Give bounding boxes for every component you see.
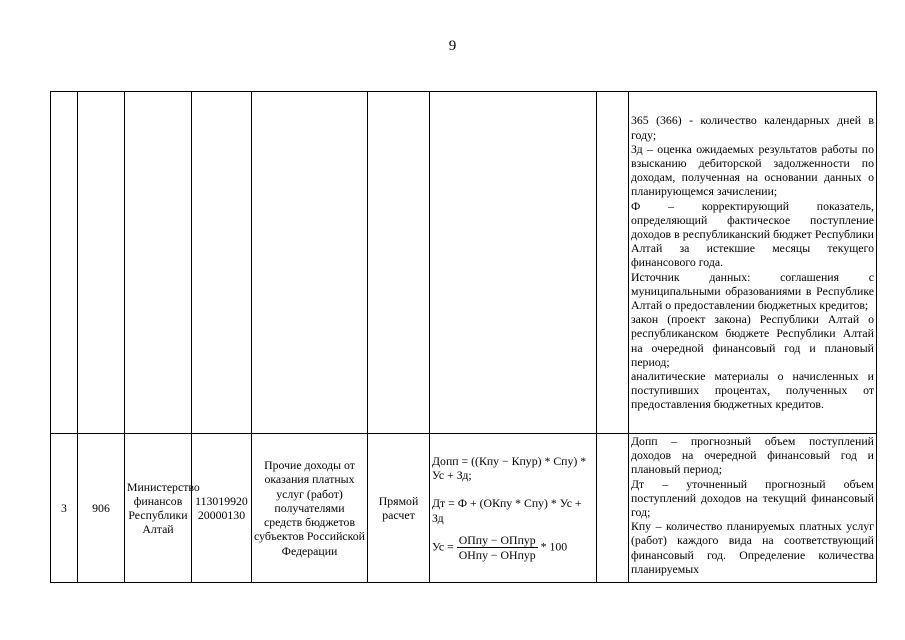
table-row xyxy=(51,92,877,434)
income-forecast-table xyxy=(50,91,877,583)
formula-dt: Дт = Ф + (ОКпу * Спу) * Ус + Зд xyxy=(432,496,582,525)
calc-method: Прямой расчет xyxy=(368,434,430,583)
cell-num xyxy=(51,92,78,434)
description-paragraph: 365 (366) - количество календарных дней в году; xyxy=(631,113,874,142)
formula-us-tail: * 100 xyxy=(540,539,568,554)
formula-cell xyxy=(430,434,597,583)
description-paragraph: Дт – уточненный прогнозный объем поступлений доходов на текущий финансовый год; xyxy=(631,476,874,520)
cell-admin xyxy=(125,92,192,434)
formula-us-fraction xyxy=(457,533,538,562)
income-name: Прочие доходы от оказания платных услуг (работ) получателями средств бюджетов субъектов Российской Федерации xyxy=(252,434,368,583)
page-number: 9 xyxy=(448,38,457,54)
administrator-name: Министерство финансов Республики Алтай xyxy=(125,434,192,583)
kbk-code: 113019920 20000130 xyxy=(192,434,252,583)
cell-description xyxy=(629,434,877,583)
description-clip xyxy=(631,434,874,582)
cell-formula xyxy=(430,92,597,434)
cell-code xyxy=(78,92,125,434)
admin-code: 906 xyxy=(78,434,125,583)
formula-us-lhs: Ус = xyxy=(432,539,454,554)
table-row xyxy=(51,434,877,583)
description-paragraph: закон (проект закона) Республики Алтай о республиканском бюджете Республики Алтай на очередной финансовый год и плановый период; xyxy=(631,312,874,369)
description-paragraph: аналитические материалы о начисленных и поступивших процентах, полученных от предоставления бюджетных кредитов. xyxy=(631,369,874,412)
description-paragraph: Допп – прогнозный объем поступлений доходов на очередной финансовый год и плановый период; xyxy=(631,434,874,477)
formula-dopp: Допп = ((Кпу − Кпур) * Спу) * Ус + Зд; xyxy=(432,453,587,483)
description-paragraph: Кпу – количество планируемых платных услуг (работ) каждого вида на соответствующий финансовый год. Определение количества планируемых xyxy=(631,519,874,576)
cell-kbk xyxy=(192,92,252,434)
description-paragraph: Зд – оценка ожидаемых результатов работы по взысканию дебиторской задолженности по доходам, полученная на основании данных о планирующемся зачислении; xyxy=(631,141,874,199)
formula-us-denominator: ОНпу − ОНпур xyxy=(458,547,536,562)
description-paragraph: Источник данных: соглашения с муниципальными образованиями в Республике Алтай о предоставлении бюджетных кредитов; xyxy=(631,269,874,312)
cell-description xyxy=(629,92,877,434)
cell-name xyxy=(252,92,368,434)
row-number: 3 xyxy=(51,434,78,583)
cell-empty xyxy=(597,434,629,583)
cell-method xyxy=(368,92,430,434)
cell-empty xyxy=(597,92,629,434)
description-paragraph: Ф – корректирующий показатель, определяющий фактическое поступление доходов в республиканский бюджет Республики Алтай за истекшие месяцы текущего финансового года. xyxy=(631,198,874,270)
formula-us xyxy=(432,533,594,562)
formula-us-numerator: ОПпу − ОПпур xyxy=(458,532,536,547)
